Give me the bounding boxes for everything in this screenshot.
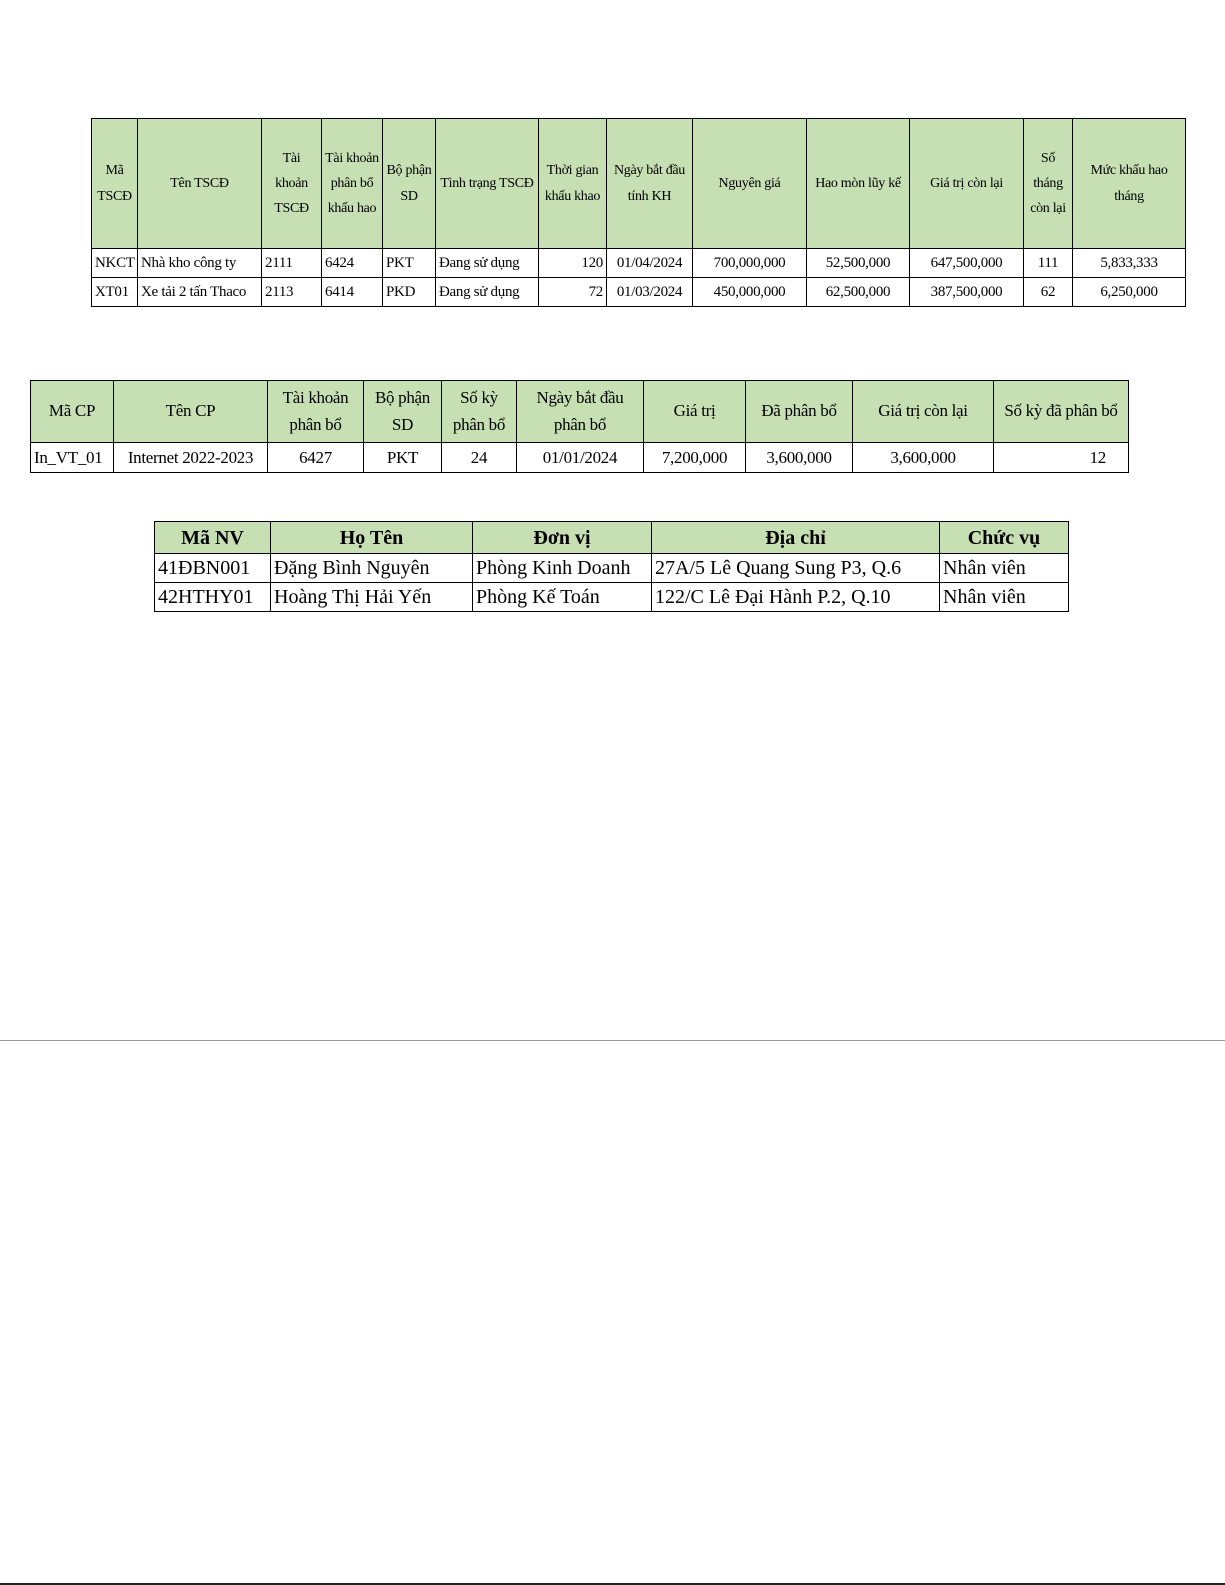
remaining-value-cell: 3,600,000 — [853, 443, 994, 473]
cost-code-cell: In_VT_01 — [31, 443, 114, 473]
remaining-months-cell: 111 — [1024, 249, 1073, 278]
monthly-depreciation-cell: 6,250,000 — [1073, 278, 1186, 307]
value-cell: 7,200,000 — [644, 443, 746, 473]
start-date-cell: 01/04/2024 — [607, 249, 693, 278]
asset-code-cell: XT01 — [92, 278, 138, 307]
header-row — [31, 381, 1129, 443]
start-date-cell: 01/03/2024 — [607, 278, 693, 307]
allocated-cell: 3,600,000 — [746, 443, 853, 473]
table-row — [31, 443, 1129, 473]
column-header: Địa chỉ — [652, 522, 940, 554]
address-cell: 27A/5 Lê Quang Sung P3, Q.6 — [652, 554, 940, 583]
table-row — [155, 554, 1069, 583]
position-cell: Nhân viên — [940, 554, 1069, 583]
depreciation-account-cell: 6414 — [322, 278, 383, 307]
column-header: Mức khấu hao tháng — [1073, 119, 1186, 249]
column-header: Tài khoản phân bổ — [268, 381, 364, 443]
employee-name-cell: Hoàng Thị Hải Yến — [271, 583, 473, 612]
page-divider — [0, 1040, 1225, 1041]
original-cost-cell: 450,000,000 — [693, 278, 807, 307]
unit-cell: Phòng Kinh Doanh — [473, 554, 652, 583]
original-cost-cell: 700,000,000 — [693, 249, 807, 278]
column-header: Số kỳ đã phân bổ — [994, 381, 1129, 443]
column-header: Mã NV — [155, 522, 271, 554]
unit-cell: Phòng Kế Toán — [473, 583, 652, 612]
remaining-months-cell: 62 — [1024, 278, 1073, 307]
column-header: Ngày bắt đầu phân bổ — [517, 381, 644, 443]
allocation-start-date-cell: 01/01/2024 — [517, 443, 644, 473]
column-header: Hao mòn lũy kế — [807, 119, 910, 249]
column-header: Họ Tên — [271, 522, 473, 554]
fixed-assets-table — [91, 118, 1186, 307]
column-header: Tài khoản TSCĐ — [262, 119, 322, 249]
allocation-periods-cell: 24 — [442, 443, 517, 473]
department-cell: PKT — [383, 249, 436, 278]
header-row — [92, 119, 1186, 249]
remaining-value-cell: 647,500,000 — [910, 249, 1024, 278]
asset-account-cell: 2111 — [262, 249, 322, 278]
asset-code-cell: NKCT — [92, 249, 138, 278]
column-header: Mã CP — [31, 381, 114, 443]
table-row — [92, 278, 1186, 307]
cost-name-cell: Internet 2022-2023 — [114, 443, 268, 473]
monthly-depreciation-cell: 5,833,333 — [1073, 249, 1186, 278]
column-header: Bộ phận SD — [383, 119, 436, 249]
prepaid-costs-table — [30, 380, 1129, 473]
asset-name-cell: Nhà kho công ty — [138, 249, 262, 278]
column-header: Mã TSCĐ — [92, 119, 138, 249]
employee-name-cell: Đặng Bình Nguyên — [271, 554, 473, 583]
depreciation-account-cell: 6424 — [322, 249, 383, 278]
column-header: Đã phân bổ — [746, 381, 853, 443]
allocation-account-cell: 6427 — [268, 443, 364, 473]
column-header: Tình trạng TSCĐ — [436, 119, 539, 249]
status-cell: Đang sử dụng — [436, 278, 539, 307]
header-row — [155, 522, 1069, 554]
table-row — [155, 583, 1069, 612]
employee-code-cell: 41ĐBN001 — [155, 554, 271, 583]
column-header: Tài khoản phân bổ khấu hao — [322, 119, 383, 249]
column-header: Ngày bắt đầu tính KH — [607, 119, 693, 249]
column-header: Giá trị còn lại — [910, 119, 1024, 249]
depreciation-period-cell: 120 — [539, 249, 607, 278]
asset-name-cell: Xe tải 2 tấn Thaco — [138, 278, 262, 307]
address-cell: 122/C Lê Đại Hành P.2, Q.10 — [652, 583, 940, 612]
accumulated-depreciation-cell: 52,500,000 — [807, 249, 910, 278]
status-cell: Đang sử dụng — [436, 249, 539, 278]
asset-account-cell: 2113 — [262, 278, 322, 307]
column-header: Số kỳ phân bổ — [442, 381, 517, 443]
table-row — [92, 249, 1186, 278]
remaining-value-cell: 387,500,000 — [910, 278, 1024, 307]
column-header: Nguyên giá — [693, 119, 807, 249]
position-cell: Nhân viên — [940, 583, 1069, 612]
employees-table — [154, 521, 1069, 612]
depreciation-period-cell: 72 — [539, 278, 607, 307]
column-header: Số tháng còn lại — [1024, 119, 1073, 249]
department-cell: PKT — [364, 443, 442, 473]
column-header: Bộ phận SD — [364, 381, 442, 443]
department-cell: PKD — [383, 278, 436, 307]
accumulated-depreciation-cell: 62,500,000 — [807, 278, 910, 307]
column-header: Thời gian khấu khao — [539, 119, 607, 249]
column-header: Giá trị — [644, 381, 746, 443]
column-header: Chức vụ — [940, 522, 1069, 554]
allocated-periods-cell: 12 — [994, 443, 1129, 473]
column-header: Giá trị còn lại — [853, 381, 994, 443]
column-header: Đơn vị — [473, 522, 652, 554]
column-header: Tên TSCĐ — [138, 119, 262, 249]
employee-code-cell: 42HTHY01 — [155, 583, 271, 612]
column-header: Tên CP — [114, 381, 268, 443]
